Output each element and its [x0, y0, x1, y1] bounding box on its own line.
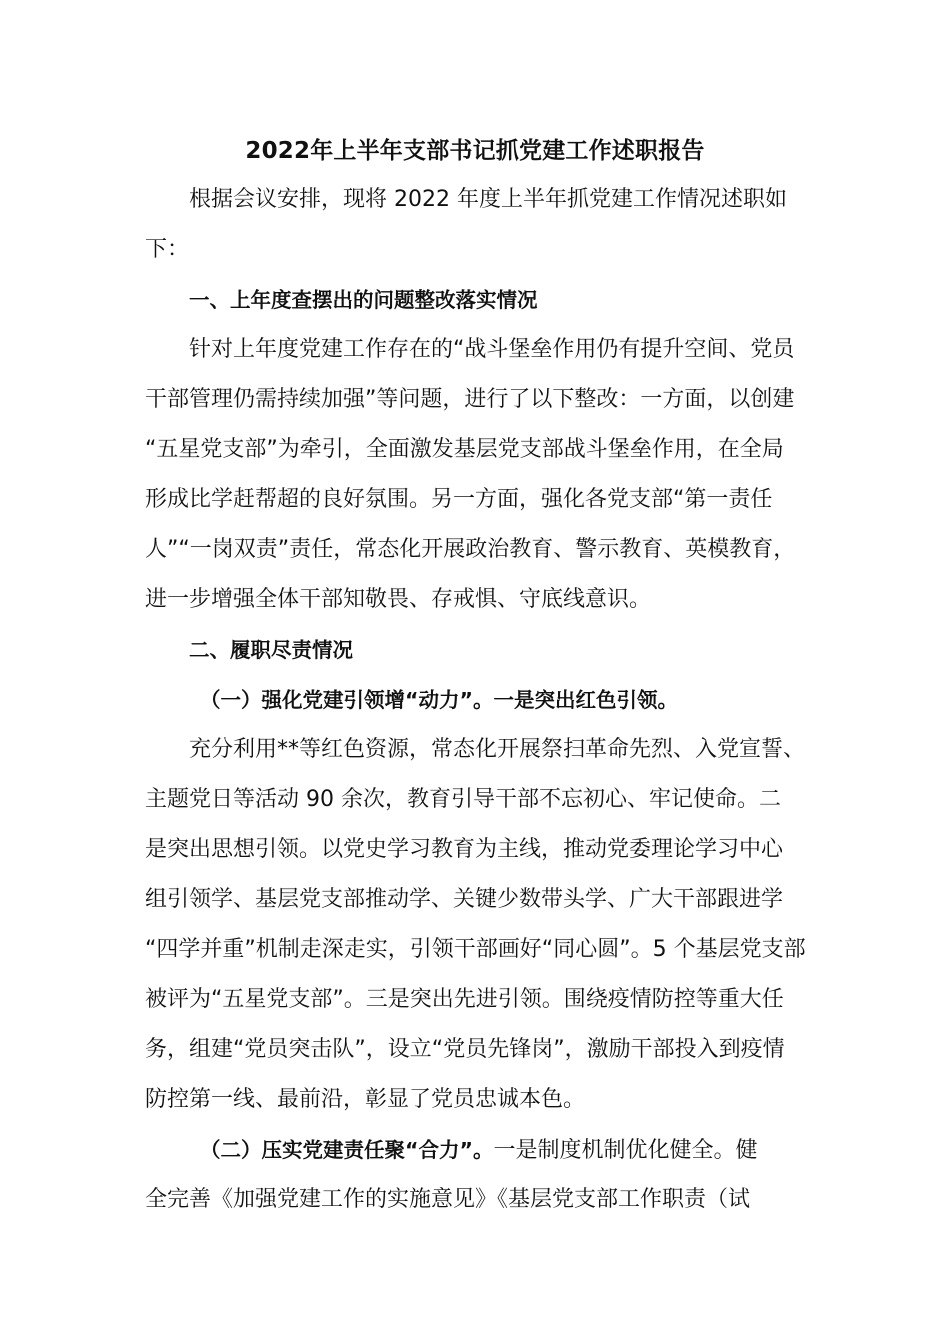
paragraph-line: 针对上年度党建工作存在的“战斗堡垒作用仍有提升空间、党员 [189, 337, 795, 362]
paragraph-line: 充分利用**等红色资源，常态化开展祭扫革命先烈、入党宣誓、 [189, 737, 806, 762]
paragraph-line: “五星党支部”为牵引，全面激发基层党支部战斗堡垒作用，在全局 [145, 437, 784, 462]
subsection-heading-1: （一）强化党建引领增“动力”。一是突出红色引领。 [200, 688, 678, 712]
paragraph-line: 全完善《加强党建工作的实施意见》《基层党支部工作职责（试 [145, 1187, 751, 1212]
paragraph-line: 干部管理仍需持续加强”等问题，进行了以下整改：一方面，以创建 [145, 387, 795, 412]
document-title: 2022年上半年支部书记抓党建工作述职报告 [245, 138, 705, 164]
paragraph-line: 是突出思想引领。以党史学习教育为主线，推动党委理论学习中心 [145, 837, 784, 862]
paragraph-line: 组引领学、基层党支部推动学、关键少数带头学、广大干部跟进学 [145, 887, 784, 912]
paragraph-text: 一是制度机制优化健全。健 [493, 1138, 758, 1163]
paragraph-line: 下： [145, 237, 190, 262]
paragraph-line: 形成比学赶帮超的良好氛围。另一方面，强化各党支部“第一责任 [145, 487, 773, 512]
paragraph-line: 被评为“五星党支部”。三是突出先进引领。围绕疫情防控等重大任 [145, 987, 784, 1012]
subsection-heading-2-line [200, 1132, 757, 1168]
subsection-heading-2: （二）压实党建责任聚“合力”。 [200, 1138, 494, 1162]
paragraph-line: 进一步增强全体干部知敬畏、存戒惧、守底线意识。 [145, 587, 652, 612]
paragraph-line: 防控第一线、最前沿，彰显了党员忠诚本色。 [145, 1087, 586, 1112]
section-heading-2: 二、履职尽责情况 [189, 638, 353, 662]
paragraph-line: 主题党日等活动 90 余次，教育引导干部不忘初心、牢记使命。二 [145, 787, 781, 812]
section-heading-1: 一、上年度查摆出的问题整改落实情况 [189, 288, 538, 312]
paragraph-line: 根据会议安排，现将 2022 年度上半年抓党建工作情况述职如 [189, 187, 787, 212]
paragraph-line: 务，组建“党员突击队”，设立“党员先锋岗”，激励干部投入到疫情 [145, 1037, 785, 1062]
paragraph-line: “四学并重”机制走深走实，引领干部画好“同心圆”。5 个基层党支部 [145, 937, 806, 962]
paragraph-line: 人”“一岗双责”责任，常态化开展政治教育、警示教育、英模教育， [145, 537, 796, 562]
